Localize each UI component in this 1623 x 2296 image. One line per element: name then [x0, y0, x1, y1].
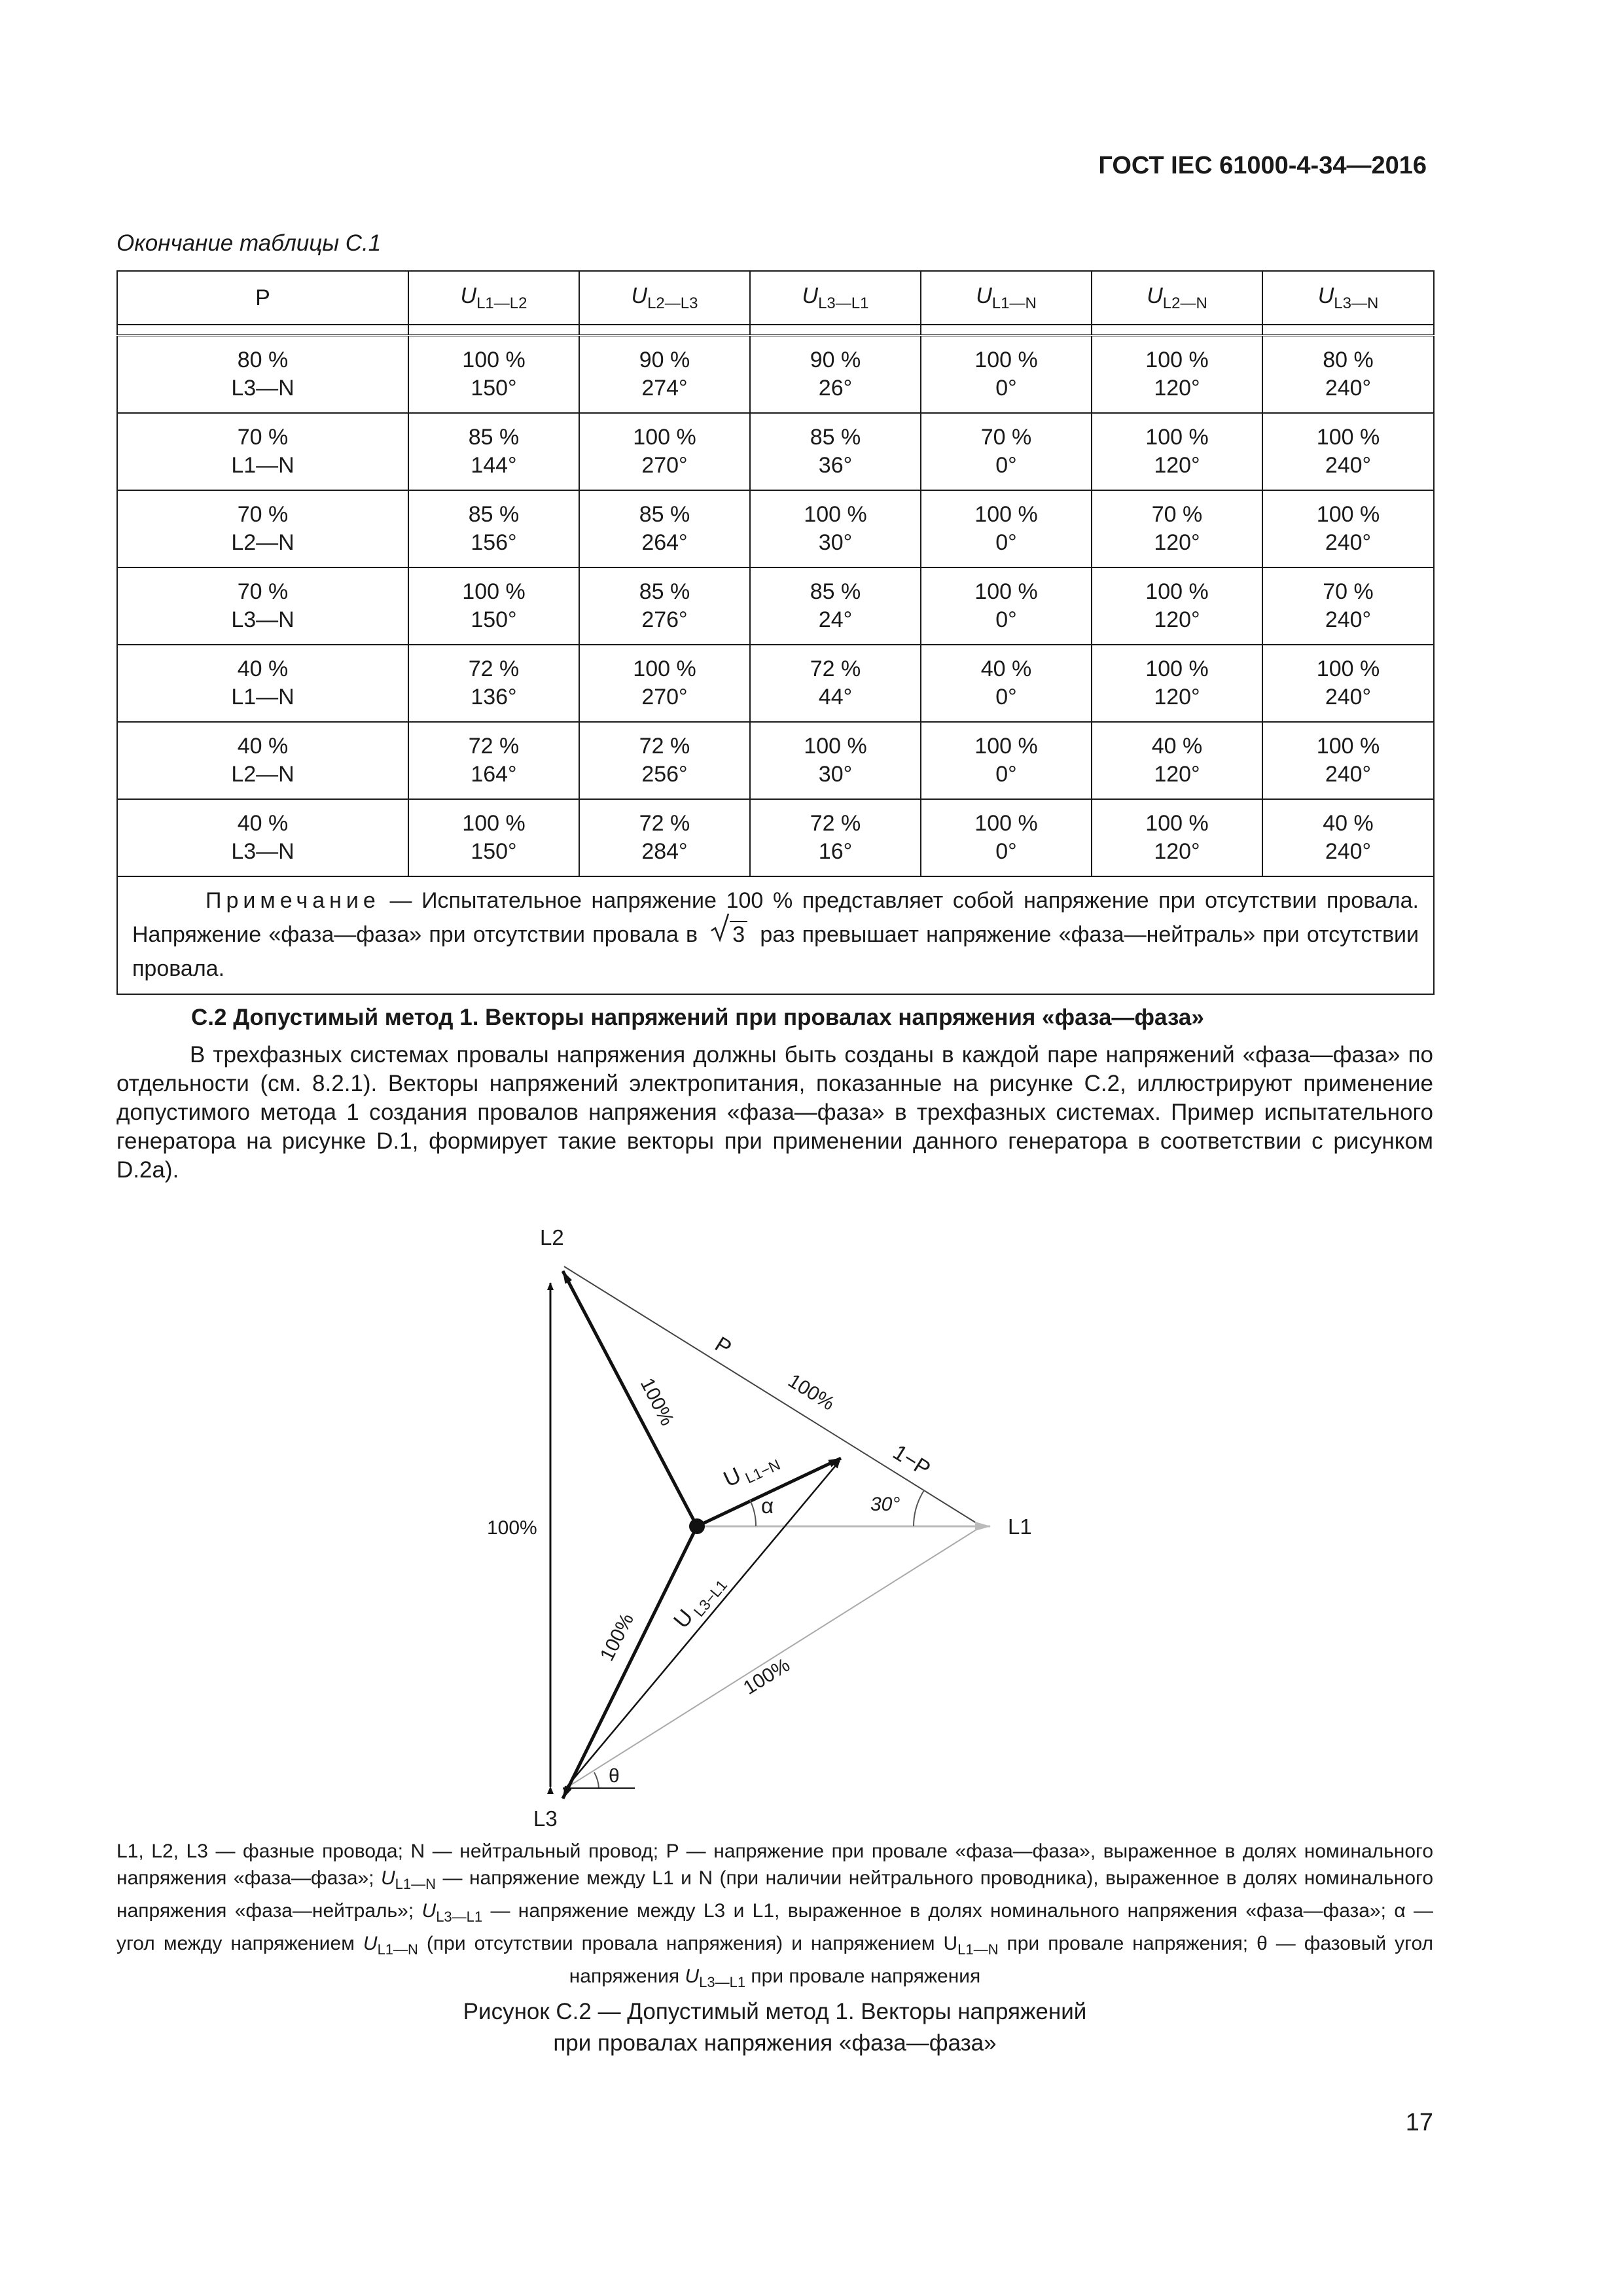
- cell-angle: 120°: [1154, 453, 1200, 478]
- table-cell: [921, 567, 1092, 645]
- cell-angle: 240°: [1325, 607, 1372, 632]
- cell-value: 100 %: [633, 656, 696, 681]
- table-cell: [117, 490, 408, 567]
- table-cell: [117, 413, 408, 490]
- arc-theta: [594, 1772, 599, 1788]
- cell-angle: 120°: [1154, 685, 1200, 709]
- cell-angle: L3—N: [231, 839, 294, 864]
- cell-angle: 0°: [995, 685, 1017, 709]
- table-cell: [408, 567, 579, 645]
- cell-value: 90 %: [639, 348, 690, 372]
- cell-value: 100 %: [462, 348, 526, 372]
- label-alpha: α: [761, 1494, 774, 1518]
- table-cell: [1262, 567, 1434, 645]
- cell-angle: 240°: [1325, 685, 1372, 709]
- cell-angle: 270°: [641, 453, 688, 478]
- cell-angle: 36°: [818, 453, 853, 478]
- cell-value: 72 %: [639, 811, 690, 836]
- line-l2-l1: [564, 1266, 982, 1526]
- vector-n-l2: [563, 1271, 697, 1526]
- cell-value: 70 %: [980, 425, 1032, 450]
- cell-value: 72 %: [468, 734, 520, 759]
- table-cell: [579, 645, 750, 722]
- cell-value: 100 %: [1316, 425, 1380, 450]
- table-row: [117, 490, 1434, 567]
- cell-value: 100 %: [633, 425, 696, 450]
- arc-30: [914, 1490, 924, 1526]
- header-separator: [117, 325, 1434, 336]
- table-cell: [750, 336, 921, 414]
- table-cell: [1092, 490, 1262, 567]
- col-header-p: P: [117, 271, 408, 325]
- table-cell: [1262, 336, 1434, 414]
- label-theta: θ: [609, 1765, 620, 1787]
- vector-n-l3: [563, 1526, 697, 1799]
- table-cell: [408, 722, 579, 799]
- table-row: [117, 799, 1434, 876]
- table-row: [117, 722, 1434, 799]
- table-cell: [579, 722, 750, 799]
- table-row: [117, 413, 1434, 490]
- cell-angle: 150°: [471, 607, 517, 632]
- table-cell: [750, 799, 921, 876]
- voltage-table: [116, 270, 1435, 995]
- cell-value: 70 %: [237, 502, 289, 527]
- cell-angle: L3—N: [231, 376, 294, 401]
- table-row: [117, 336, 1434, 414]
- cell-value: 100 %: [1145, 656, 1209, 681]
- cell-angle: L3—N: [231, 607, 294, 632]
- cell-value: 40 %: [237, 811, 289, 836]
- cell-value: 85 %: [639, 502, 690, 527]
- neutral-point: [689, 1518, 705, 1534]
- cell-value: 72 %: [639, 734, 690, 759]
- cell-angle: 24°: [818, 607, 853, 632]
- table-cell: [1092, 336, 1262, 414]
- cell-value: 70 %: [1151, 502, 1203, 527]
- cell-angle: 120°: [1154, 607, 1200, 632]
- cell-value: 40 %: [1323, 811, 1374, 836]
- cell-value: 80 %: [237, 348, 289, 372]
- cell-angle: 0°: [995, 530, 1017, 555]
- table-cell: [579, 799, 750, 876]
- col-header-u-l2-n: $U_{L2—N}$: [1092, 271, 1262, 325]
- cell-value: 85 %: [810, 425, 861, 450]
- cell-value: 72 %: [810, 656, 861, 681]
- cell-value: 100 %: [974, 811, 1038, 836]
- table-cell: [408, 336, 579, 414]
- table-cell: [921, 722, 1092, 799]
- figure-caption: [116, 1996, 1433, 2059]
- col-header-u-l1-l2: $U_{L1—L2}$: [408, 271, 579, 325]
- cell-angle: 284°: [641, 839, 688, 864]
- cell-angle: 0°: [995, 376, 1017, 401]
- table-cell: [579, 336, 750, 414]
- table-cell: [921, 645, 1092, 722]
- table-cell: [117, 799, 408, 876]
- cell-value: 85 %: [810, 579, 861, 604]
- cell-value: 40 %: [237, 656, 289, 681]
- table-cell: [1092, 413, 1262, 490]
- table-cell: [1092, 799, 1262, 876]
- cell-value: 100 %: [804, 734, 867, 759]
- figure-legend: L1, L2, L3 — фазные провода; N — нейтральный провод; P — напряжение при провале «фаза—фаза», выраженное в долях номинального напряжения «фаза—фаза»; $U_{L1—N}$ — напряжение между L1 и N (при наличии нейтрального проводника), выраженное в долях номинального напряжения «фаза—нейтраль»; $U_{L3—L1}$ — напряжение между L3 и L1, выраженное в долях номинального напряжения «фаза—фаза»; α — угол между напряжением $U_{L1—N}$ (при отсутствии провала напряжения) и напряжением $U_{L1—N}$ при провале напряжения; θ — фазовый угол напряжения $U_{L3—L1}$ при провале напряжения: [116, 1840, 1434, 1990]
- vector-diagram-svg: [471, 1211, 1060, 1833]
- table-cell: [579, 490, 750, 567]
- cell-value: 85 %: [468, 502, 520, 527]
- svg-text:UL3−L1: $U_{L3-L1}$: [669, 1576, 731, 1634]
- cell-value: 100 %: [1145, 425, 1209, 450]
- cell-value: 70 %: [1323, 579, 1374, 604]
- cell-value: 100 %: [974, 579, 1038, 604]
- table-cell: [1262, 799, 1434, 876]
- cell-angle: 150°: [471, 839, 517, 864]
- svg-text:UL1−N: $U_{L1-N}$: [719, 1456, 783, 1492]
- label-pct-l3-l1: 100%: [740, 1654, 794, 1699]
- table-cell: [408, 799, 579, 876]
- label-l2: L2: [540, 1225, 564, 1249]
- cell-value: 100 %: [1145, 811, 1209, 836]
- table-cell: [750, 722, 921, 799]
- cell-angle: 164°: [471, 762, 517, 787]
- col-header-u-l1-n: $U_{L1—N}$: [921, 271, 1092, 325]
- cell-value: 100 %: [1316, 734, 1380, 759]
- cell-value: 70 %: [237, 425, 289, 450]
- table-row: [117, 567, 1434, 645]
- table-cell: [1092, 722, 1262, 799]
- cell-angle: 120°: [1154, 376, 1200, 401]
- cell-value: 100 %: [1316, 502, 1380, 527]
- cell-value: 40 %: [980, 656, 1032, 681]
- note-label: Примечание: [205, 888, 380, 913]
- figure-caption-line-1: Рисунок С.2 — Допустимый метод 1. Векторы напряжений: [463, 1999, 1087, 2024]
- cell-angle: 0°: [995, 839, 1017, 864]
- cell-angle: 156°: [471, 530, 517, 555]
- figure-caption-line-2: при провалах напряжения «фаза—фаза»: [553, 2030, 997, 2056]
- cell-angle: 120°: [1154, 839, 1200, 864]
- cell-angle: 0°: [995, 762, 1017, 787]
- label-angle-30: 30°: [870, 1494, 901, 1515]
- label-pct-l2-l3: 100%: [487, 1517, 537, 1539]
- cell-angle: 240°: [1325, 530, 1372, 555]
- table-cell: [1092, 645, 1262, 722]
- col-header-u-l3-n: $U_{L3—N}$: [1262, 271, 1434, 325]
- table-cell: [117, 645, 408, 722]
- table-cell: [1262, 722, 1434, 799]
- note-text-1: — Испытательное напряжение 100 % представляет собой напряжение при отсутствии провала. Напряжение «фаза—фаза» при отсутствии провала в: [132, 888, 1419, 947]
- cell-value: 40 %: [237, 734, 289, 759]
- label-pct-n-l2: 100%: [635, 1374, 679, 1429]
- label-pct-n-l3: 100%: [596, 1609, 639, 1665]
- table-row: [117, 645, 1434, 722]
- label-l1: L1: [1008, 1515, 1032, 1539]
- table-cell: [579, 413, 750, 490]
- cell-value: 100 %: [974, 734, 1038, 759]
- cell-angle: 120°: [1154, 530, 1200, 555]
- table-cell: [408, 645, 579, 722]
- cell-angle: 0°: [995, 607, 1017, 632]
- cell-angle: 120°: [1154, 762, 1200, 787]
- table-caption: Окончание таблицы С.1: [116, 230, 382, 256]
- cell-value: 70 %: [237, 579, 289, 604]
- table-cell: [921, 490, 1092, 567]
- cell-value: 100 %: [804, 502, 867, 527]
- note-text-2: раз превышает напряжение «фаза—нейтраль» при отсутствии провала.: [132, 922, 1419, 981]
- table-cell: [408, 413, 579, 490]
- cell-angle: L1—N: [231, 453, 294, 478]
- cell-angle: 26°: [818, 376, 853, 401]
- cell-angle: 270°: [641, 685, 688, 709]
- cell-angle: 144°: [471, 453, 517, 478]
- table-cell: [579, 567, 750, 645]
- cell-value: 90 %: [810, 348, 861, 372]
- cell-value: 100 %: [1145, 579, 1209, 604]
- label-pct-l2-l1: 100%: [784, 1369, 838, 1415]
- cell-value: 80 %: [1323, 348, 1374, 372]
- cell-angle: 240°: [1325, 839, 1372, 864]
- table-cell: [921, 799, 1092, 876]
- cell-angle: 240°: [1325, 453, 1372, 478]
- cell-angle: 240°: [1325, 762, 1372, 787]
- table-cell: [921, 336, 1092, 414]
- document-code: ГОСТ IEC 61000-4-34—2016: [1098, 152, 1427, 179]
- table-cell: [921, 413, 1092, 490]
- cell-angle: 136°: [471, 685, 517, 709]
- table-cell: [750, 413, 921, 490]
- arc-alpha: [750, 1500, 756, 1526]
- cell-angle: 30°: [818, 762, 853, 787]
- cell-value: 100 %: [1316, 656, 1380, 681]
- cell-value: 100 %: [974, 502, 1038, 527]
- cell-value: 100 %: [1145, 348, 1209, 372]
- section-title: С.2 Допустимый метод 1. Векторы напряжений при провалах напряжения «фаза—фаза»: [191, 1005, 1204, 1030]
- table-cell: [117, 722, 408, 799]
- cell-value: 85 %: [468, 425, 520, 450]
- table-cell: [1092, 567, 1262, 645]
- table-cell: [1262, 490, 1434, 567]
- cell-angle: L1—N: [231, 685, 294, 709]
- table-cell: [1262, 413, 1434, 490]
- table-cell: [750, 645, 921, 722]
- line-l3-l1: [563, 1526, 982, 1790]
- label-one-minus-p: 1−P: [889, 1439, 935, 1481]
- cell-angle: 256°: [641, 762, 688, 787]
- cell-value: 100 %: [462, 579, 526, 604]
- label-l3: L3: [533, 1806, 558, 1831]
- table-cell: [408, 490, 579, 567]
- cell-angle: 44°: [818, 685, 853, 709]
- cell-value: 40 %: [1151, 734, 1203, 759]
- page-number: 17: [1405, 2109, 1433, 2136]
- cell-angle: 30°: [818, 530, 853, 555]
- cell-angle: 16°: [818, 839, 853, 864]
- cell-value: 72 %: [810, 811, 861, 836]
- cell-angle: L2—N: [231, 530, 294, 555]
- table-note: [117, 876, 1434, 994]
- cell-angle: 276°: [641, 607, 688, 632]
- table-header-row: [117, 271, 1434, 325]
- cell-angle: L2—N: [231, 762, 294, 787]
- col-header-u-l2-l3: $U_{L2—L3}$: [579, 271, 750, 325]
- vector-diagram: [471, 1211, 1060, 1836]
- table-cell: [117, 336, 408, 414]
- cell-angle: 264°: [641, 530, 688, 555]
- cell-value: 85 %: [639, 579, 690, 604]
- cell-value: 100 %: [974, 348, 1038, 372]
- label-p: P: [711, 1331, 736, 1360]
- table-cell: [750, 490, 921, 567]
- col-header-u-l3-l1: $U_{L3—L1}$: [750, 271, 921, 325]
- cell-value: 72 %: [468, 656, 520, 681]
- sqrt-symbol: 3: [710, 918, 747, 952]
- table-cell: [750, 567, 921, 645]
- cell-angle: 274°: [641, 376, 688, 401]
- vector-u-l3-l1: [564, 1461, 840, 1790]
- cell-value: 100 %: [462, 811, 526, 836]
- table-cell: [117, 567, 408, 645]
- cell-angle: 240°: [1325, 376, 1372, 401]
- table-cell: [1262, 645, 1434, 722]
- section-paragraph: В трехфазных системах провалы напряжения должны быть созданы в каждой паре напряжений «фаза—фаза» по отдельности (см. 8.2.1). Векторы напряжений электропитания, показанные на рисунке С.2, иллюстрируют применение допустимого метода 1 создания провалов напряжения «фаза—фаза» в трехфазных системах. Пример испытательного генератора на рисунке D.1, формирует такие векторы при применении данного генератора в соответствии с рисунком D.2а).: [116, 1042, 1433, 1183]
- cell-angle: 150°: [471, 376, 517, 401]
- cell-angle: 0°: [995, 453, 1017, 478]
- label-u-l1-n: [720, 1446, 783, 1495]
